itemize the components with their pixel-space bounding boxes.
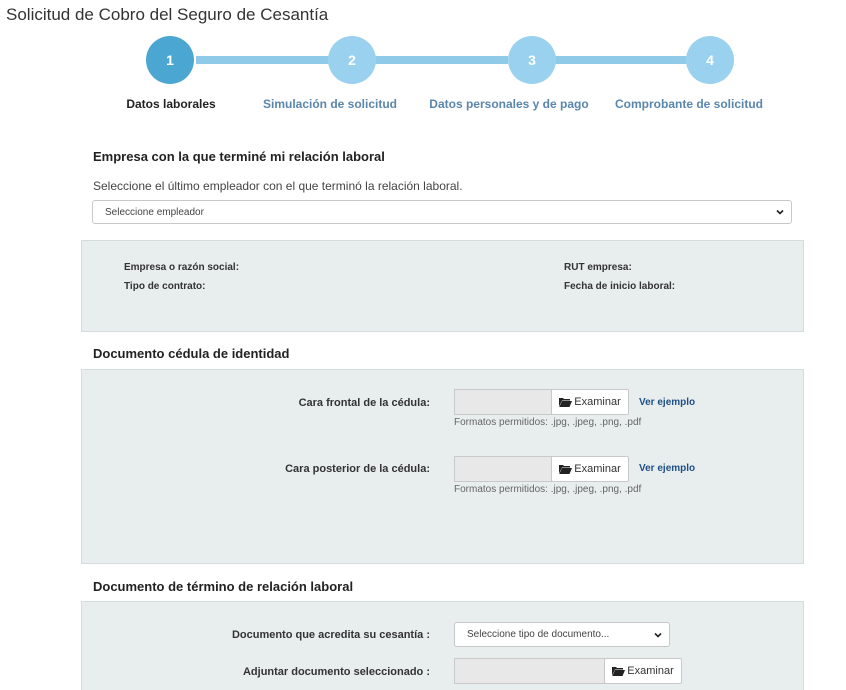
front-id-example-link[interactable]: Ver ejemplo [639, 397, 696, 408]
attach-doc-file-field[interactable] [454, 658, 605, 684]
front-id-browse-label: Examinar [574, 396, 621, 408]
attach-doc-label: Adjuntar documento seleccionado : [242, 666, 430, 678]
step-4-circle[interactable]: 4 [686, 36, 734, 84]
contract-type-label: Tipo de contrato: [124, 281, 206, 292]
termination-panel [81, 601, 804, 690]
step-3-label[interactable]: Datos personales y de pago [429, 97, 589, 111]
front-id-browse-button[interactable] [551, 389, 629, 415]
back-id-browse-button[interactable] [551, 456, 629, 482]
chevron-down-icon [653, 630, 663, 640]
back-id-file-field[interactable] [454, 456, 552, 482]
front-id-file-field[interactable] [454, 389, 552, 415]
stepper-connector [374, 56, 508, 64]
termination-section-title: Documento de término de relación laboral [93, 579, 354, 594]
id-document-panel [81, 369, 804, 564]
back-id-formats-text: Formatos permitidos: .jpg, .jpeg, .png, .pdf [454, 484, 642, 495]
attach-doc-browse-label: Examinar [627, 665, 674, 677]
employer-helper-text: Seleccione el último empleador con el que terminó la relación laboral. [93, 179, 463, 193]
id-document-section-title: Documento cédula de identidad [93, 346, 290, 361]
doc-type-label: Documento que acredita su cesantía : [231, 629, 430, 641]
start-date-label: Fecha de inicio laboral: [564, 281, 676, 292]
step-2-circle[interactable]: 2 [328, 36, 376, 84]
folder-open-icon [612, 666, 625, 676]
back-id-browse-label: Examinar [574, 463, 621, 475]
rut-label: RUT empresa: [564, 262, 632, 273]
step-2-label[interactable]: Simulación de solicitud [262, 97, 398, 111]
employer-select[interactable] [92, 200, 792, 224]
doc-type-select[interactable] [454, 622, 670, 647]
page-title: Solicitud de Cobro del Seguro de Cesantía [6, 5, 329, 24]
step-1-circle[interactable]: 1 [146, 36, 194, 84]
front-id-formats-text: Formatos permitidos: .jpg, .jpeg, .png, .pdf [454, 417, 642, 428]
back-id-label: Cara posterior de la cédula: [285, 463, 430, 475]
back-id-example-link[interactable]: Ver ejemplo [639, 463, 696, 474]
stepper-connector [553, 56, 687, 64]
company-name-label: Empresa o razón social: [124, 262, 240, 273]
folder-open-icon [559, 464, 572, 474]
employer-section-title: Empresa con la que terminé mi relación laboral [93, 149, 385, 164]
folder-open-icon [559, 397, 572, 407]
doc-type-select-value: Seleccione tipo de documento... [467, 629, 610, 640]
step-3-circle[interactable]: 3 [508, 36, 556, 84]
step-4-label[interactable]: Comprobante de solicitud [614, 97, 764, 111]
stepper-connector [196, 56, 330, 64]
employer-select-value: Seleccione empleador [105, 206, 204, 218]
employer-info-panel [81, 240, 804, 332]
attach-doc-browse-button[interactable] [604, 658, 682, 684]
step-1-label[interactable]: Datos laborales [126, 97, 216, 111]
front-id-label: Cara frontal de la cédula: [298, 397, 430, 409]
chevron-down-icon [775, 207, 785, 217]
